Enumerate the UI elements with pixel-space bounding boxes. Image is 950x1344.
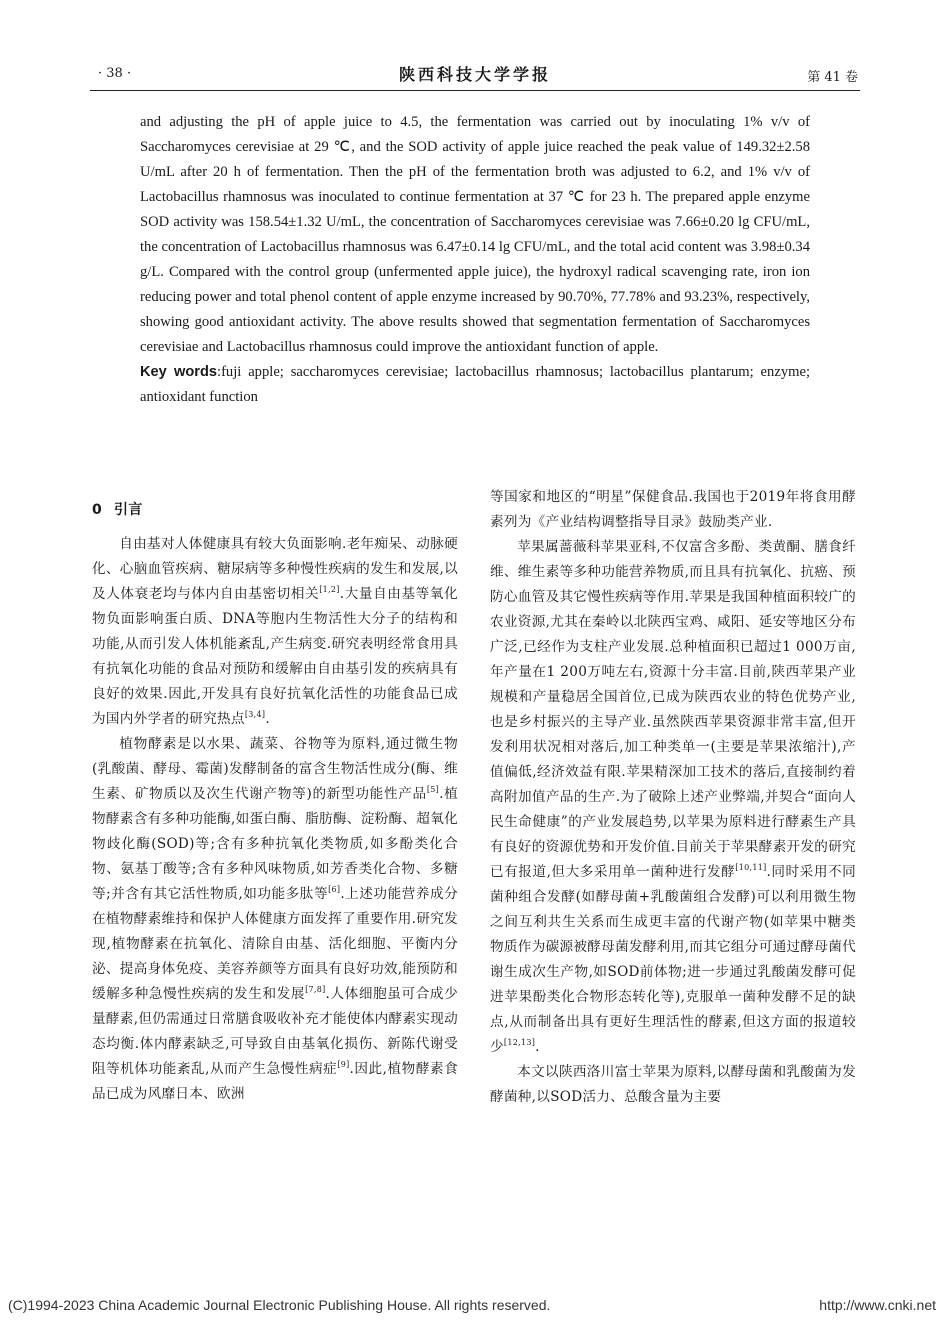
citation[interactable]: [12,13] bbox=[503, 1038, 536, 1047]
text-run: .人体细胞虽可合成少量酵素,但仍需通过日常膳食吸收补充才能使体内酵素实现动态均衡.体内酵素缺乏,可导致自由基氧化损伤、新陈代谢受阻等机体功能紊乱,从而产生急慢性病症 bbox=[92, 986, 459, 1077]
citation[interactable]: [9] bbox=[337, 1060, 350, 1069]
paragraph bbox=[490, 535, 856, 1060]
paragraph bbox=[92, 732, 458, 1107]
text-run: .植物酵素含有多种功能酶,如蛋白酶、脂肪酶、淀粉酶、超氧化物歧化酶(SOD)等;含有多种抗氧化类物质,如多酚类化合物、氨基丁酸等;含有多种风味物质,如芳香类化合物、多糖等;并含有其它活性物质,如功能多肽等 bbox=[92, 786, 458, 902]
citation[interactable]: [10,11] bbox=[735, 863, 767, 872]
citation[interactable]: [7,8] bbox=[305, 985, 326, 994]
paragraph bbox=[92, 532, 458, 732]
section-number: 0 bbox=[92, 502, 103, 518]
citation[interactable]: [6] bbox=[328, 885, 341, 894]
text-run: . bbox=[535, 1039, 540, 1055]
citation[interactable]: [1,2] bbox=[319, 585, 340, 594]
page-number: · 38 · bbox=[98, 66, 132, 81]
abstract-block bbox=[140, 110, 810, 410]
keywords-list: :fuji apple; saccharomyces cerevisiae; lactobacillus rhamnosus; lactobacillus plantarum; enzyme; antioxidant function bbox=[140, 364, 810, 405]
text-run: 自由基对人体健康具有较大负面影响.老年痴呆、动脉硬化、心脑血管疾病、糖尿病等多种慢性疾病的发生和发展,以及人体衰老均与体内自由基密切相关 bbox=[92, 536, 458, 602]
text-run: . bbox=[265, 711, 270, 727]
section-title: 引言 bbox=[114, 502, 143, 518]
paragraph: 等国家和地区的“明星”保健食品.我国也于2019年将食用酵素列为《产业结构调整指导目录》鼓励类产业. bbox=[490, 489, 856, 530]
citation[interactable]: [3,4] bbox=[244, 710, 266, 719]
copyright-notice: (C)1994-2023 China Academic Journal Electronic Publishing House. All rights reserved. bbox=[8, 1297, 551, 1313]
text-run: 植物酵素是以水果、蔬菜、谷物等为原料,通过微生物(乳酸菌、酵母、霉菌)发酵制备的富含生物活性成分(酶、维生素、矿物质以及次生代谢产物等)的新型功能性产品 bbox=[92, 736, 458, 802]
citation[interactable]: [5] bbox=[426, 785, 440, 794]
keywords-label: Key words bbox=[140, 364, 218, 380]
cnki-link[interactable]: http://www.cnki.net bbox=[819, 1297, 936, 1313]
keywords-line bbox=[140, 360, 810, 410]
text-run: .大量自由基等氧化物负面影响蛋白质、DNA等胞内生物活性大分子的结构和功能,从而引发人体机能紊乱,产生病变.研究表明经常食用具有抗氧化功能的食品对预防和缓解由自由基引发的疾病具有良好的效果.因此,开发具有良好抗氧化活性的功能食品已成为国内外学者的研究热点 bbox=[92, 586, 458, 727]
text-run: .因此,植物酵素食品已成为风靡日本、欧洲 bbox=[92, 1061, 458, 1102]
text-run: 苹果属蔷薇科苹果亚科,不仅富含多酚、类黄酮、膳食纤维、维生素等多种功能营养物质,而且具有抗氧化、抗癌、预防心血管及其它慢性疾病等作用.苹果是我国种植面积较广的农业资源,尤其在秦岭以北陕西宝鸡、咸阳、延安等地区分布广泛,已经作为支柱产业发展.总种植面积已超过1 000万亩,年产量在1 200万吨左右,资源十分丰富.目前,陕西苹果产业规模和产量稳居全国首位,已成为陕西农业的特色优势产业,也是乡村振兴的主导产业.虽然陕西苹果资源非常丰富,但开发利用状况相对落后,加工种类单一(主要是苹果浓缩汁),产值偏低,经济效益有限.苹果精深加工技术的落后,直接制约着高附加值产品的生产.为了破除上述产业弊端,并契合“面向人民生命健康”的产业发展趋势,以苹果为原料进行酵素生产具有良好的资源优势和开发价值.目前关于苹果酵素开发的研究已有报道,但大多采用单一菌种进行发酵 bbox=[490, 539, 856, 880]
journal-title: 陕西科技大学学报 bbox=[398, 65, 551, 84]
section-heading bbox=[92, 498, 458, 523]
abstract-text: and adjusting the pH of apple juice to 4.5, the fermentation was carried out by inoculating 1% v/v of Saccharomyces cerevisiae at 29 ℃, and the SOD activity of apple juice reached the peak value of 149.32±2.58 U/mL after 20 h of fermentation. Then the pH of the fermentation broth was adjusted to 6.2, and 1% v/v of Lactobacillus rhamnosus was inoculated to continue fermentation at 37 ℃ for 23 h. The prepared apple enzyme SOD activity was 158.54±1.32 U/mL, the concentration of Saccharomyces cerevisiae was 7.66±0.20 lg CFU/mL, the concentration of Lactobacillus rhamnosus was 6.47±0.14 lg CFU/mL, and the total acid content was 3.98±0.34 g/L. Compared with the control group (unfermented apple juice), the hydroxyl radical scavenging rate, iron ion reducing power and total phenol content of apple enzyme increased by 90.70%, 77.78% and 93.23%, respectively, showing good antioxidant activity. The above results showed that segmentation fermentation of Saccharomyces cerevisiae and Lactobacillus rhamnosus could improve the antioxidant function of apple. bbox=[140, 114, 810, 355]
left-column bbox=[92, 498, 458, 1107]
page-header bbox=[90, 60, 860, 91]
right-column bbox=[490, 485, 856, 1110]
volume-label: 第 41 卷 bbox=[807, 70, 858, 85]
text-run: .同时采用不同菌种组合发酵(如酵母菌+乳酸菌组合发酵)可以利用微生物之间互利共生关系而生成更丰富的代谢产物(如苹果中糖类物质作为碳源被酵母菌发酵利用,而其它组分可通过酵母菌代谢生成次生产物,如SOD前体物;进一步通过乳酸菌发酵可促进苹果酚类化合物形态转化等),克服单一菌种发酵不足的缺点,从而制备出具有更好生理活性的酵素,但这方面的报道较少 bbox=[490, 864, 856, 1055]
paragraph: 本文以陕西洛川富士苹果为原料,以酵母菌和乳酸菌为发酵菌种,以SOD活力、总酸含量为主要 bbox=[490, 1064, 856, 1105]
text-run: .上述功能营养成分在植物酵素维持和保护人体健康方面发挥了重要作用.研究发现,植物酵素在抗氧化、清除自由基、活化细胞、平衡内分泌、提高身体免疫、美容养颜等方面具有良好功效,能预防和缓解多种急慢性疾病的发生和发展 bbox=[92, 886, 458, 1002]
